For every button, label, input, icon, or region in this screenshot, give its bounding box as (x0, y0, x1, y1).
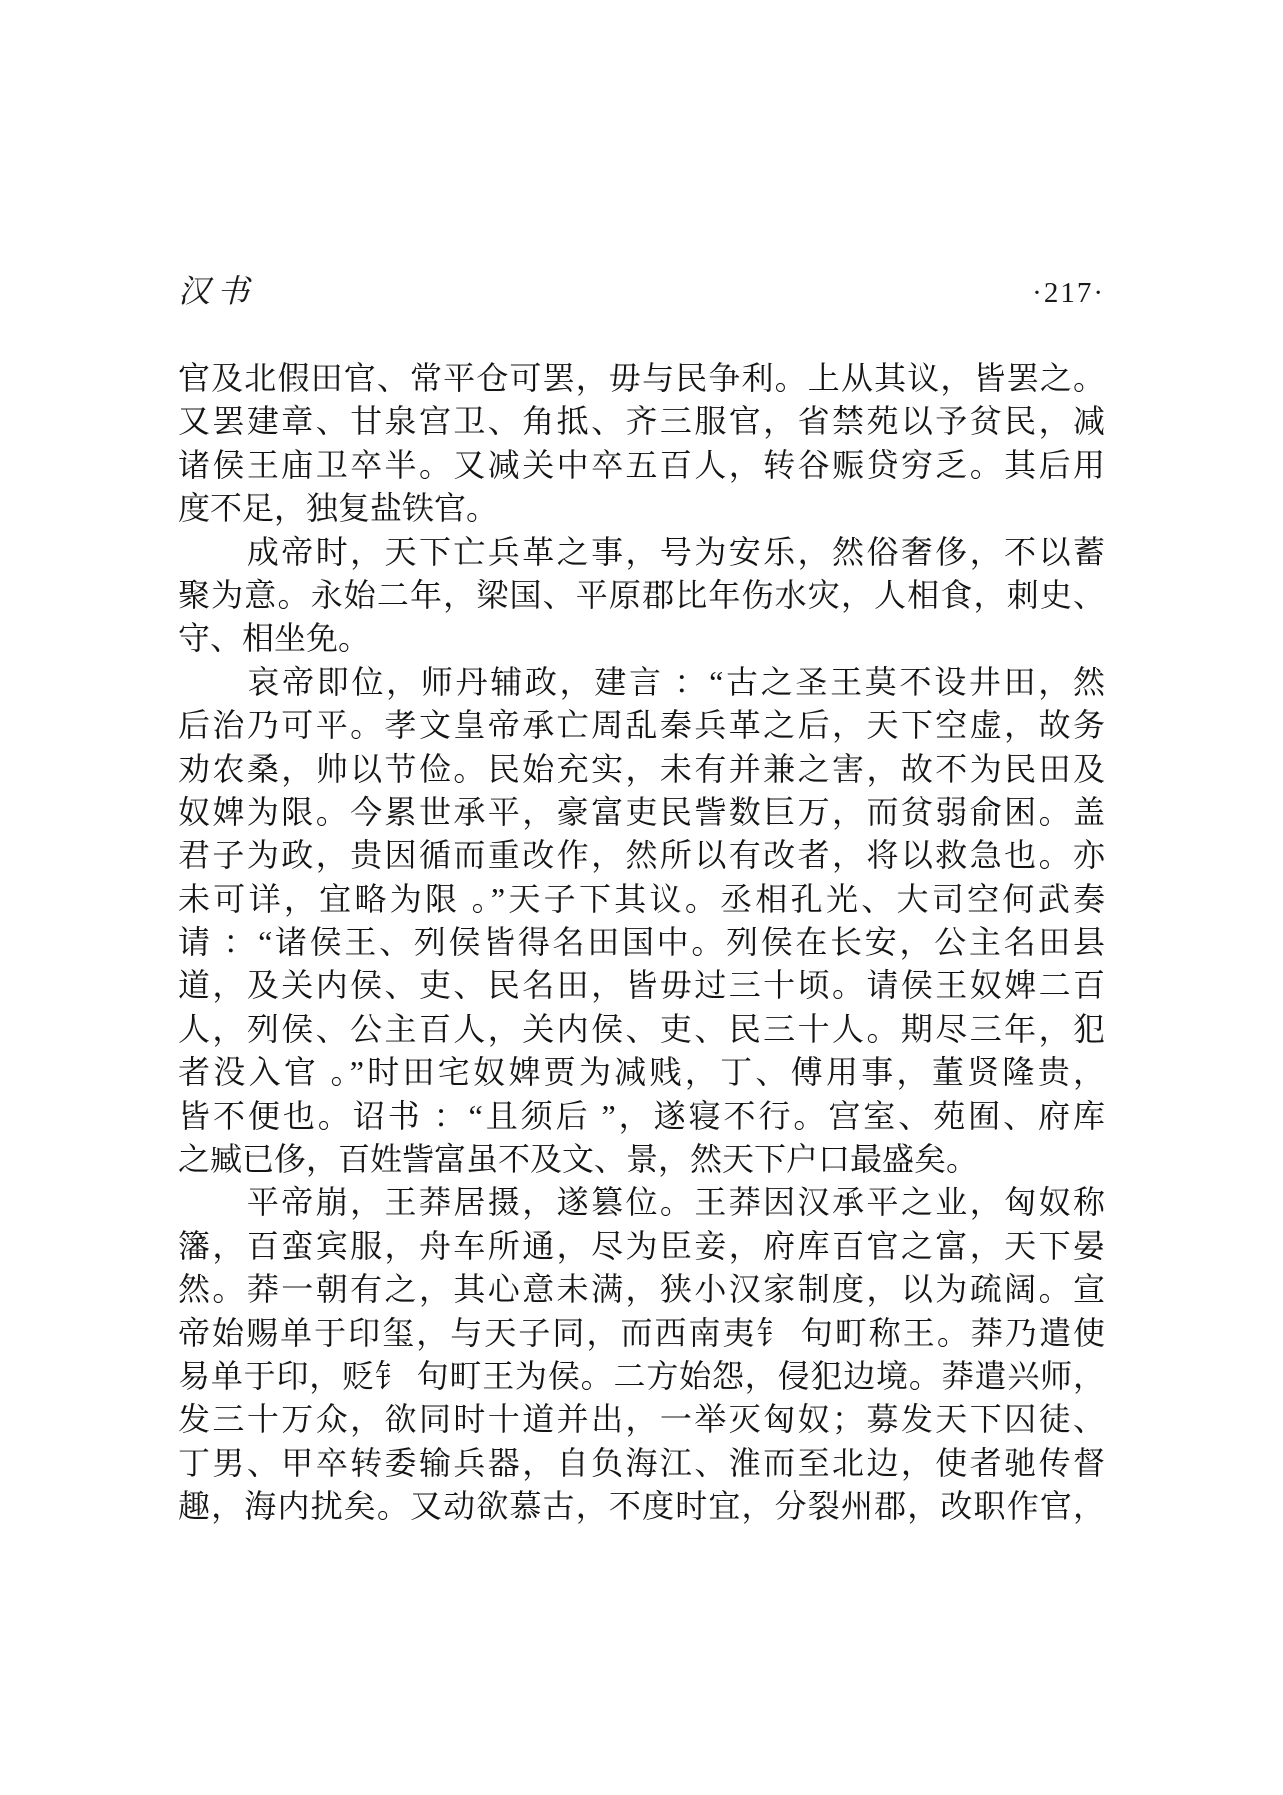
text-line: 皆不便也。诏书 ：“且须后 ”，遂寝不行。宫室、苑囿、府库 (178, 1097, 1105, 1134)
text-line: 君子为政，贵因循而重改作，然所以有改者，将以救急也。亦 (178, 837, 1105, 874)
page-header (178, 266, 1105, 312)
text-line: 度不足，独复盐铁官。 (178, 490, 499, 527)
text-line: 籓，百蛮宾服，舟车所通，尽为臣妾，府库百官之富，天下晏 (178, 1227, 1105, 1264)
text-line: 后治乃可平。孝文皇帝承亡周乱秦兵革之后，天下空虚，故务 (178, 707, 1105, 744)
text-line: 道，及关内侯、吏、民名田，皆毋过三十顷。请侯王奴婢二百 (178, 967, 1105, 1004)
text-line: 丁男、甲卒转委输兵器，自负海江、淮而至北边，使者驰传督 (178, 1444, 1105, 1481)
text-line: 之臧已侈，百姓訾富虽不及文、景，然天下户口最盛矣。 (178, 1141, 979, 1178)
body-text (178, 357, 1105, 1529)
text-line: 请 ：“诸侯王、列侯皆得名田国中。列侯在长安，公主名田县 (178, 924, 1105, 961)
text-line: 聚为意。永始二年，梁国、平原郡比年伤水灾，人相食，刺史、 (178, 576, 1105, 613)
text-line: 者没入官 。”时田宅奴婢贾为减贱，丁、傅用事，董贤隆贵， (178, 1054, 1105, 1091)
page-number: ·217· (1032, 277, 1105, 309)
text-line: 趣，海内扰矣。又动欲慕古，不度时宜，分裂州郡，改职作官， (178, 1488, 1105, 1525)
text-line: 奴婢为限。今累世承平，豪富吏民訾数巨万，而贫弱俞困。盖 (178, 793, 1105, 830)
text-line: 帝始赐单于印玺，与天子同，而西南夷钅 句町称王。莽乃遣使 (178, 1314, 1105, 1351)
text-line: 哀帝即位，师丹辅政，建言 ：“古之圣王莫不设井田，然 (178, 663, 1105, 700)
running-head-book-title: 汉书 (178, 273, 257, 309)
text-line: 发三十万众，欲同时十道并出，一举灭匈奴；募发天下囚徒、 (178, 1401, 1105, 1438)
text-line: 然。莽一朝有之，其心意未满，狭小汉家制度，以为疏阔。宣 (178, 1271, 1105, 1308)
text-line: 人，列侯、公主百人，关内侯、吏、民三十人。期尽三年，犯 (178, 1010, 1105, 1047)
text-line: 守、相坐免。 (178, 620, 371, 657)
text-line: 官及北假田官、常平仓可罢，毋与民争利。上从其议，皆罢之。 (178, 360, 1105, 396)
text-line: 劝农桑，帅以节俭。民始充实，未有并兼之害，故不为民田及 (178, 750, 1105, 787)
text-line: 未可详，宜略为限 。”天子下其议。丞相孔光、大司空何武奏 (178, 880, 1105, 917)
text-line: 诸侯王庙卫卒半。又减关中卒五百人，转谷赈贷穷乏。其后用 (178, 446, 1105, 483)
text-line: 平帝崩，王莽居摄，遂篡位。王莽因汉承平之业，匈奴称 (178, 1184, 1105, 1221)
text-line: 又罢建章、甘泉宫卫、角抵、齐三服官，省禁苑以予贫民，减 (178, 403, 1105, 440)
text-line: 易单于印，贬钅 句町王为侯。二方始怨，侵犯边境。莽遣兴师， (178, 1357, 1105, 1394)
text-line: 成帝时，天下亡兵革之事，号为安乐，然俗奢侈，不以蓄 (178, 533, 1105, 570)
